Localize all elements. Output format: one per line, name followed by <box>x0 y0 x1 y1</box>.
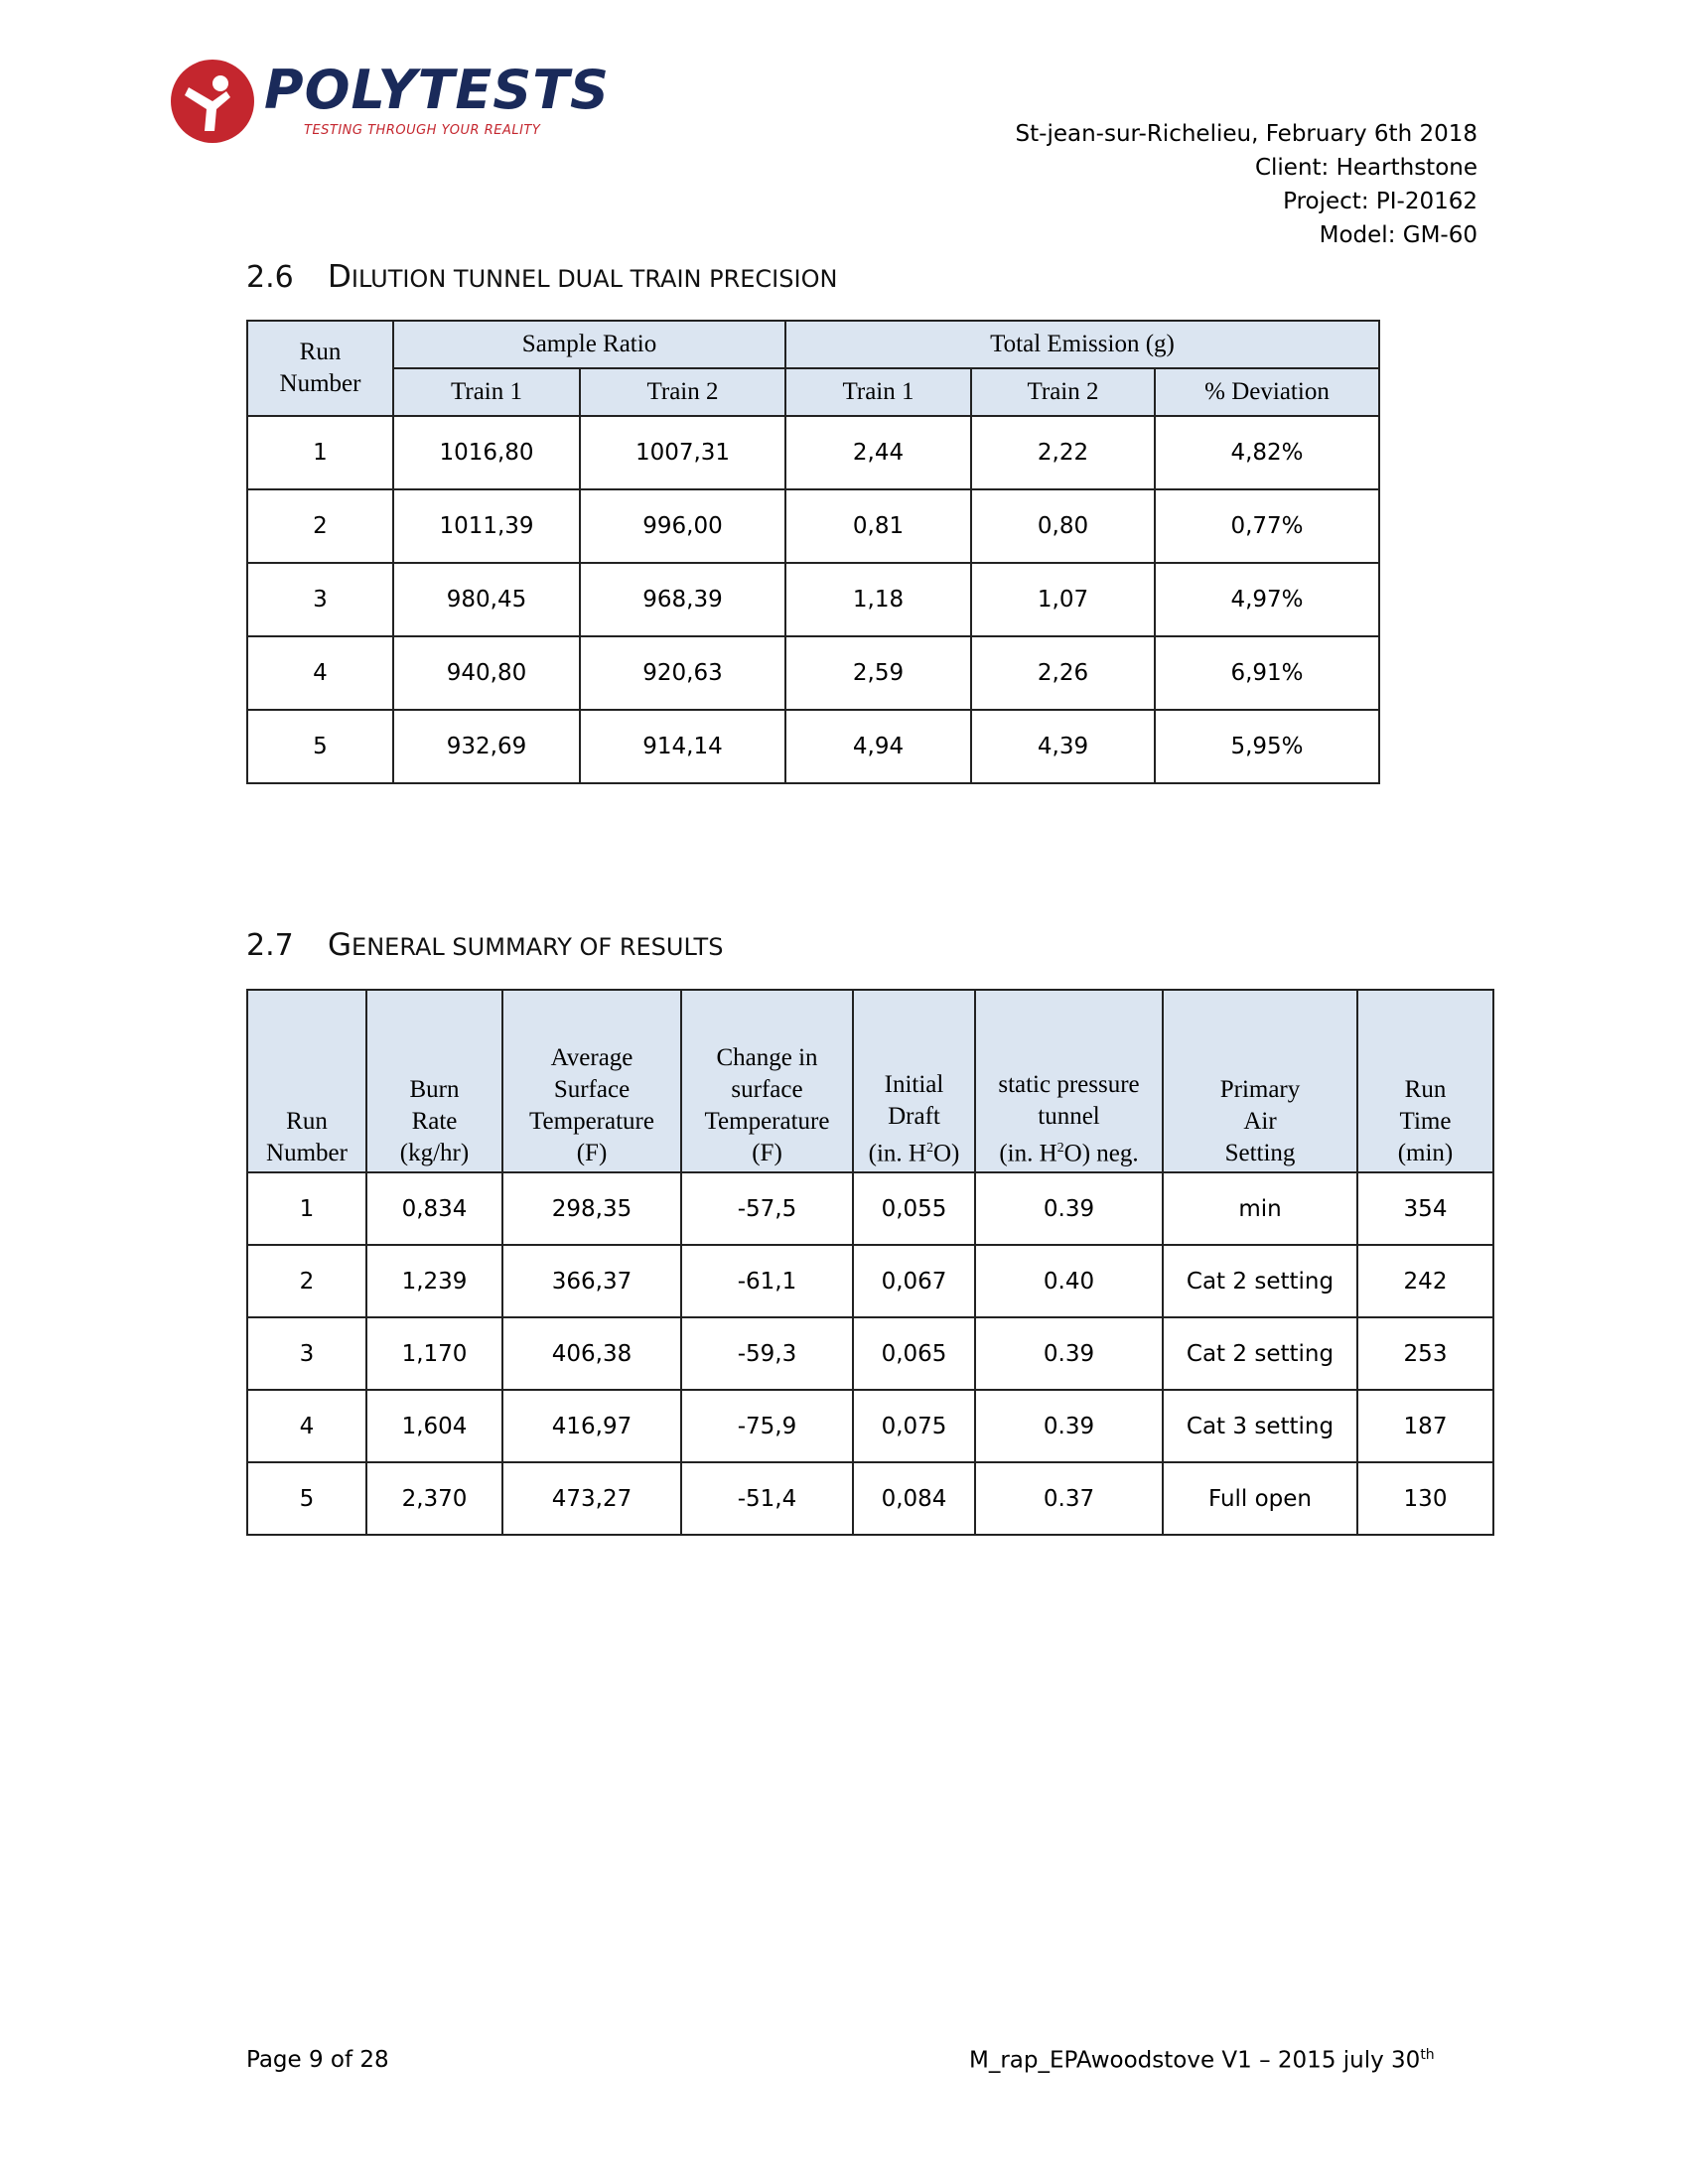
header-total-emission: Total Emission (g) <box>785 321 1379 368</box>
header-initial-draft: Initial Draft (in. $H^2O$) <box>853 990 975 1172</box>
table-cell: Cat 2 setting <box>1163 1245 1357 1317</box>
table-cell: 130 <box>1357 1462 1493 1535</box>
section-number: 2.6 <box>246 260 294 295</box>
table-cell: 366,37 <box>502 1245 681 1317</box>
section-title-initial: D <box>328 259 352 295</box>
header-run-time: Run Time (min) <box>1357 990 1493 1172</box>
table-cell: -57,5 <box>681 1172 853 1245</box>
table-cell: 2,22 <box>971 416 1155 489</box>
table-cell: 1 <box>247 1172 366 1245</box>
table-cell: -59,3 <box>681 1317 853 1390</box>
table-cell: 1,170 <box>366 1317 502 1390</box>
table-cell: 0,084 <box>853 1462 975 1535</box>
table-cell: 0.40 <box>975 1245 1163 1317</box>
table-cell: 0,075 <box>853 1390 975 1462</box>
table-cell: 1,18 <box>785 563 971 636</box>
header-run-number: Run Number <box>247 990 366 1172</box>
header-sample-ratio: Sample Ratio <box>393 321 785 368</box>
table-cell: 980,45 <box>393 563 580 636</box>
table-cell: Cat 2 setting <box>1163 1317 1357 1390</box>
page-number: Page 9 of 28 <box>246 2047 389 2073</box>
header-deviation: % Deviation <box>1155 368 1379 416</box>
table-cell: 187 <box>1357 1390 1493 1462</box>
logo-emblem-icon <box>169 58 260 149</box>
table-cell: 996,00 <box>580 489 785 563</box>
table-cell: 4 <box>247 636 393 710</box>
table-cell: 1011,39 <box>393 489 580 563</box>
table-cell: -61,1 <box>681 1245 853 1317</box>
header-sr-train-1: Train 1 <box>393 368 580 416</box>
table-cell: 2,26 <box>971 636 1155 710</box>
table-cell: 968,39 <box>580 563 785 636</box>
table-cell: 253 <box>1357 1317 1493 1390</box>
table-cell: 6,91% <box>1155 636 1379 710</box>
table-cell: 0,065 <box>853 1317 975 1390</box>
table-row <box>247 1245 1493 1317</box>
table-cell: 1016,80 <box>393 416 580 489</box>
logo-brand-text: POLYTESTS <box>264 59 610 121</box>
company-logo <box>169 58 616 147</box>
table-row <box>247 563 1379 636</box>
section-heading-2-6 <box>246 259 837 295</box>
table-row <box>247 636 1379 710</box>
document-header-info <box>1016 117 1477 252</box>
header-average-surface-temperature: Average Surface Temperature (F) <box>502 990 681 1172</box>
table-cell: -75,9 <box>681 1390 853 1462</box>
table-cell: 1,07 <box>971 563 1155 636</box>
table-cell: 242 <box>1357 1245 1493 1317</box>
table-cell: 0,77% <box>1155 489 1379 563</box>
table-cell: 1 <box>247 416 393 489</box>
table-cell: 416,97 <box>502 1390 681 1462</box>
table-cell: 2 <box>247 1245 366 1317</box>
client-line: Client: Hearthstone <box>1254 155 1477 181</box>
table-cell: 0,834 <box>366 1172 502 1245</box>
section-title-initial: G <box>328 927 352 963</box>
table-cell: 0,81 <box>785 489 971 563</box>
table-cell: 4 <box>247 1390 366 1462</box>
table-cell: 4,82% <box>1155 416 1379 489</box>
project-line: Project: PI-20162 <box>1283 189 1477 214</box>
table-cell: 0,055 <box>853 1172 975 1245</box>
document-reference: M_rap_EPAwoodstove V1 – 2015 july 30th <box>969 2047 1435 2074</box>
table-cell: 2 <box>247 489 393 563</box>
table-cell: 4,39 <box>971 710 1155 783</box>
table-cell: 0.39 <box>975 1317 1163 1390</box>
header-burn-rate: Burn Rate (kg/hr) <box>366 990 502 1172</box>
table-row <box>247 416 1379 489</box>
table-row <box>247 1462 1493 1535</box>
general-summary-table <box>246 989 1494 1536</box>
table-cell: 5 <box>247 710 393 783</box>
table-cell: 354 <box>1357 1172 1493 1245</box>
table-cell: 2,370 <box>366 1462 502 1535</box>
table-cell: 5 <box>247 1462 366 1535</box>
table-cell: 920,63 <box>580 636 785 710</box>
table-cell: 0.39 <box>975 1172 1163 1245</box>
header-te-train-1: Train 1 <box>785 368 971 416</box>
table-cell: 4,94 <box>785 710 971 783</box>
table-cell: 298,35 <box>502 1172 681 1245</box>
table-cell: 3 <box>247 1317 366 1390</box>
table-cell: 2,59 <box>785 636 971 710</box>
section-number: 2.7 <box>246 928 294 963</box>
table-row <box>247 1172 1493 1245</box>
table-cell: min <box>1163 1172 1357 1245</box>
section-title-rest: ILUTION TUNNEL DUAL TRAIN PRECISION <box>351 265 838 293</box>
dual-train-precision-table <box>246 320 1380 784</box>
table-cell: 406,38 <box>502 1317 681 1390</box>
table-row <box>247 1390 1493 1462</box>
logo-tagline: TESTING THROUGH YOUR REALITY <box>304 123 541 138</box>
location-date: St-jean-sur-Richelieu, February 6th 2018 <box>1015 121 1477 147</box>
header-run-number: Run Number <box>247 321 393 416</box>
table-cell: 1,239 <box>366 1245 502 1317</box>
table-cell: 3 <box>247 563 393 636</box>
table-cell: 0,067 <box>853 1245 975 1317</box>
table-cell: 0,80 <box>971 489 1155 563</box>
table-row <box>247 489 1379 563</box>
table-cell: -51,4 <box>681 1462 853 1535</box>
header-sr-train-2: Train 2 <box>580 368 785 416</box>
table-cell: 0.39 <box>975 1390 1163 1462</box>
header-static-pressure-tunnel: static pressure tunnel (in. $H^2O$) neg. <box>975 990 1163 1172</box>
header-change-surface-temperature: Change in surface Temperature (F) <box>681 990 853 1172</box>
table-cell: Full open <box>1163 1462 1357 1535</box>
table-row <box>247 710 1379 783</box>
table-cell: 473,27 <box>502 1462 681 1535</box>
table-cell: 914,14 <box>580 710 785 783</box>
table-cell: Cat 3 setting <box>1163 1390 1357 1462</box>
table-row <box>247 1317 1493 1390</box>
section-title-rest: ENERAL SUMMARY OF RESULTS <box>352 933 724 961</box>
table-cell: 2,44 <box>785 416 971 489</box>
header-primary-air-setting: Primary Air Setting <box>1163 990 1357 1172</box>
table-cell: 5,95% <box>1155 710 1379 783</box>
table-cell: 940,80 <box>393 636 580 710</box>
table-cell: 4,97% <box>1155 563 1379 636</box>
table-cell: 0.37 <box>975 1462 1163 1535</box>
section-heading-2-7 <box>246 927 723 963</box>
model-line: Model: GM-60 <box>1319 222 1477 248</box>
header-te-train-2: Train 2 <box>971 368 1155 416</box>
table-cell: 1007,31 <box>580 416 785 489</box>
table-cell: 1,604 <box>366 1390 502 1462</box>
table-cell: 932,69 <box>393 710 580 783</box>
